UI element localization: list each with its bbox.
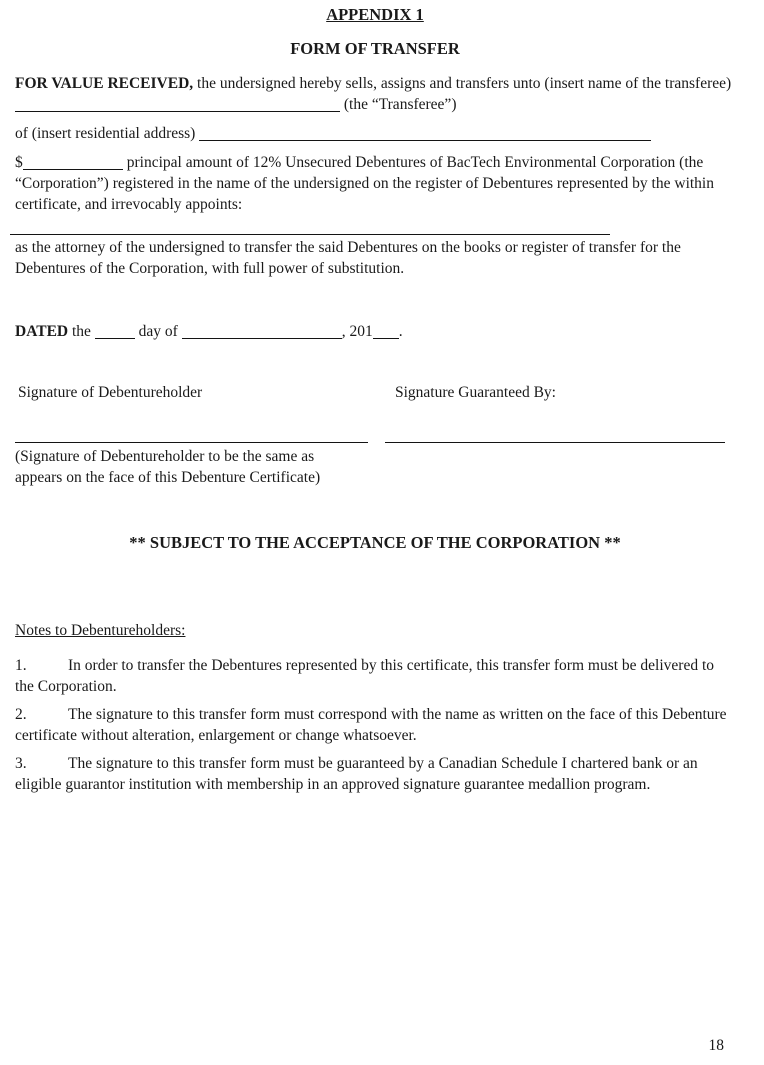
note-text: In order to transfer the Debentures represented by this certificate, this transfer form must be delivered to the Corporation. [15,657,715,695]
note-number: 1. [15,657,27,674]
value-received-lead: FOR VALUE RECEIVED, [15,75,194,92]
dated-label: DATED [15,323,69,340]
note-item-1 [15,655,735,697]
signature-right-column [385,382,725,443]
signature-left-label: Signature of Debentureholder [18,384,203,401]
signature-right-label: Signature Guaranteed By: [395,384,556,401]
dated-day-blank [95,322,135,339]
address-blank [199,124,651,141]
appendix-title [15,6,735,24]
amount-blank [23,153,123,170]
address-label: of (insert residential address) [15,125,196,142]
dated-day-of: day of [138,323,178,340]
signature-left-column [15,382,368,488]
note-text: The signature to this transfer form must correspond with the name as written on the face of this Debenture certificate without alteration, enlargement or change whatsoever. [15,706,727,744]
value-received-paragraph [15,73,735,94]
dated-year-blank [373,322,399,339]
attorney-paragraph [15,237,735,279]
signature-left-caption: (Signature of Debentureholder to be the same as appears on the face of this Debenture Certificate) [15,448,321,486]
transferee-line [15,94,735,115]
dated-year-prefix: , 201 [341,323,373,340]
amount-text: principal amount of 12% Unsecured Debentures of BacTech Environmental Corporation (the “Corporation”) registered in the name of the undersigned on the register of Debentures represented by the within certificate, and irrevocably appoints: [15,154,714,213]
transferee-name-blank [15,95,340,112]
value-received-rest: the undersigned hereby sells, assigns and transfers unto (insert name of the transferee) [193,75,732,92]
note-number: 3. [15,755,27,772]
dollar-sign: $ [15,154,23,171]
note-text: The signature to this transfer form must be guaranteed by a Canadian Schedule I chartered bank or an eligible guarantor institution with membership in an approved signature guarantee medallion program. [15,755,698,793]
attorney-text: as the attorney of the undersigned to transfer the said Debentures on the books or register of transfer for the Debentures of the Corporation, with full power of substitution. [15,239,681,277]
note-item-2 [15,704,735,746]
dated-line [15,321,735,342]
dated-the: the [71,323,91,340]
signature-right-line [385,442,725,443]
address-line [15,123,735,144]
dated-month-blank [182,322,342,339]
appendix-title-text: APPENDIX 1 [326,5,424,24]
acceptance-banner: ** SUBJECT TO THE ACCEPTANCE OF THE CORPORATION ** [129,533,621,552]
dated-period: . [398,323,403,340]
attorney-name-blank [10,234,610,235]
notes-heading: Notes to Debentureholders: [15,622,186,639]
form-title [15,40,735,58]
signature-left-line [15,442,368,443]
form-title-text: FORM OF TRANSFER [290,39,460,58]
note-number: 2. [15,706,27,723]
page-number: 18 [708,1037,724,1054]
signature-section [15,382,735,488]
note-item-3 [15,753,735,795]
transferee-label: (the “Transferee”) [343,96,457,113]
amount-paragraph [15,152,735,215]
